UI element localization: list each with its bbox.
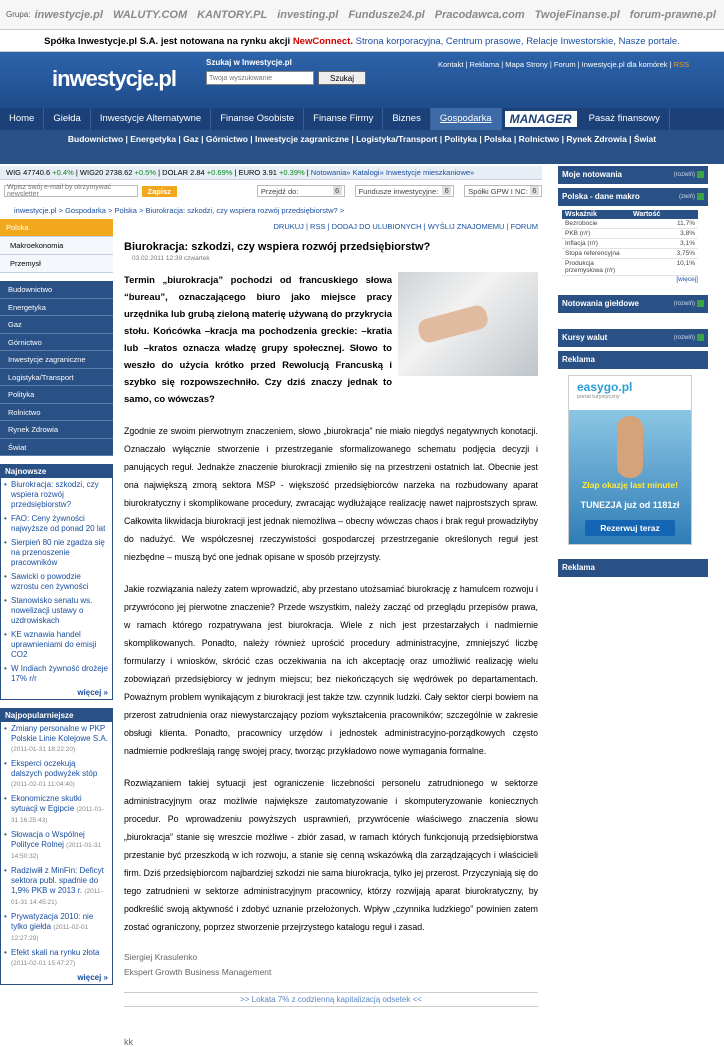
nav-item[interactable]: Giełda — [44, 108, 90, 130]
popular-item-title[interactable]: Prywatyzacja 2010: nie tylko giełda — [11, 912, 94, 931]
lead-text: Termin „biurokracja” pochodzi od francuskiego słowa “bureau”, oznaczającego biuro jako miejsce pracy urzędnika lub grubą zieloną materię używaną do przykrycia stołu. Końcówka –kracja ma pochodzenia greckie: –kratia lub –kratos oznacza władzę grupy społecznej. Słowo to weszło do użycia krótko przed Rewolucją Francuską i szybko się rozpowszechniło. Czy dziś znaczy jednak to samo, co wówczas? — [124, 275, 392, 405]
ad-book-button[interactable]: Rezerwuj teraz — [585, 520, 675, 536]
sidebar-category[interactable]: Rolnictwo — [0, 404, 113, 422]
newest-item[interactable]: • W Indiach żywność drożeje 17% r/r — [1, 662, 112, 686]
search-input[interactable] — [206, 71, 314, 85]
newsletter-email-input[interactable]: Wpisz swój e-mail by otrzymywać newsletter — [4, 185, 138, 197]
sidebar-category[interactable]: Górnictwo — [0, 334, 113, 352]
popular-item-date: (2011-02-01 15:47:27) — [11, 960, 76, 967]
macro-header[interactable] — [558, 188, 708, 206]
article — [124, 222, 538, 1047]
popular-item-title[interactable]: Eksperci oczekują dalszych podwyżek stóp — [11, 759, 98, 778]
box-title: Moje notowania — [562, 170, 622, 179]
newest-item[interactable]: • Sawicki o powodzie wzrostu cen żywności — [1, 570, 112, 594]
ad-brand: easygo.pl — [577, 380, 633, 394]
popular-item-title[interactable]: Radziwiłł z MinFin: Deficyt sektora publ. spadnie do 1,9% PKB w 2013 r. — [11, 866, 104, 895]
select-label: Przejdź do: — [260, 186, 299, 196]
top-links-text[interactable]: Kontakt | Reklama | Mapa Strony | Forum | Inwestycje.pl dla komórek | — [438, 60, 672, 69]
ad-offer: TUNEZJA już od 1181zł — [580, 500, 680, 510]
ad-header: Reklama — [558, 351, 708, 369]
select-arrow: 6 — [530, 186, 539, 195]
popular-item[interactable] — [1, 864, 112, 910]
article-paragraph: Jakie rozwiązania należy zatem wprowadzić, aby przestano utożsamiać biurokrację z hamulcem rozwoju i przywrócono jej pierwotne znaczenie? Przede wszystkim, należy zacząć od przeglądu przepisów prawa, w ramach którego rozpatrywana jest biurokracja. Wiele z nich jest przestarzałych i nadmiernie skomplikowanych. Ponadto, należy również uprościć procedury administracyjne, zmniejszyć liczbę formularzy i wniosków, skrócić czas oczekiwania na ich akceptację oraz umożliwić realizację wielu zobowiązań przedsiębiorcy w jednym miejscu; bez niekończących się wędrówek po departamentach. Poważnym problem wynikającym z biurokracji jest także tzw. czynnik ludzki. Cały sektor cierpi bowiem na przerost zatrudnienia oraz niewystarczający poziom wykształcenia pracowników; szczególnie w zakresie obsługi klienta. Ponadto, pracownicy urzędów i jednostek administracyjno-porządkowych często nadmiernie podkreślają rangę swojej pracy, tworząc przykładowo nowe wymagania formalne. — [124, 584, 538, 756]
table-header: Wartość — [633, 211, 661, 218]
group-site[interactable]: Pracodawca.com — [434, 8, 525, 21]
group-site[interactable]: WALUTY.COM — [112, 8, 188, 21]
expand-toggle[interactable] — [674, 166, 704, 184]
ad-image — [617, 416, 643, 478]
group-site[interactable]: KANTORY.PL — [197, 8, 268, 21]
popular-item[interactable] — [1, 828, 112, 864]
ticker-links[interactable]: Notowania» Katalogi» Inwestycje mieszkaniowe» — [310, 168, 475, 177]
table-cell: Stopa referencyjna — [565, 250, 620, 257]
table-cell: Inflacja (r/r) — [565, 240, 598, 247]
popular-item[interactable] — [1, 757, 112, 792]
goto-select[interactable] — [257, 185, 345, 197]
popular-item[interactable] — [1, 792, 112, 828]
article-tail: kk — [124, 1037, 133, 1047]
group-label: Grupa: — [6, 10, 31, 19]
nav-item-active[interactable]: Gospodarka — [431, 108, 502, 130]
advertisement[interactable] — [568, 375, 692, 545]
ticker-wig20: WIG20 2738.62 — [79, 168, 133, 177]
group-bar — [0, 0, 724, 30]
macro-more-link[interactable]: [więcej] — [676, 276, 698, 283]
search-title: Szukaj w Inwestycje.pl — [206, 58, 292, 67]
sidebar-section[interactable]: Przemysł — [0, 255, 113, 273]
popular-item-date: (2011-01-31 14:50:32) — [11, 842, 102, 860]
popular-item-title[interactable]: Zmiany personalne w PKP Polskie Linie Kolejowe S.A. — [11, 724, 108, 743]
ticker-euro: EURO 3.91 — [238, 168, 277, 177]
collapse-label[interactable]: (zwiń) — [679, 194, 695, 200]
ad-brand-sub: portal turystyczny — [577, 394, 620, 400]
table-cell: Produkcja przemysłowa (r/r) — [565, 260, 616, 274]
expand-label[interactable]: (rozwiń) — [673, 335, 695, 341]
author-role: Ekspert Growth Business Management — [124, 967, 272, 977]
article-paragraph: Zgodnie ze swoim pierwotnym znaczeniem, słowo „biurokracja” nie miało niegdyś negatywnych konotacji. Oznaczało wyłącznie stworzenie i przestrzeganie sformalizowanego schematu podjęcia decyzji i panujących reguł. Jednakże znaczenie biurokracji zmieniło się na przestrzeni ostatnich lat. Obecnie jest ona największą zmorą sektora MSP - większość przedsiębiorców narzeka na rozbudowany aparat biurokratyczny i skomplikowane procedury, zwracając wydłużające realizację nawet najprostszych spraw. Całkowita likwidacja biurokracji jest jednak niemożliwa – obecny wówczas chaos i brak reguł prowadziłyby do nadużyć. We współczesnej rzeczywistości gospodarczej przestrzeganie określonych reguł jest niezbędne – muszą być one jednak opisane w sposób przejrzysty. — [124, 426, 538, 562]
article-title: Biurokracja: szkodzi, czy wspiera rozwój przedsiębiorstw? — [124, 241, 431, 253]
newest-item[interactable]: • Biurokracja: szkodzi, czy wspiera rozwój przedsiębiorstw? — [1, 478, 112, 512]
table-cell: 3,75% — [676, 250, 695, 257]
ticker-change: +0.69% — [206, 168, 233, 177]
table-header: Wskaźnik — [565, 211, 597, 218]
main-nav — [0, 108, 724, 130]
nav-item[interactable]: Biznes — [383, 108, 431, 130]
ad-header-2: Reklama — [558, 559, 708, 577]
top-links[interactable] — [438, 60, 689, 69]
box-title: Polska - dane makro — [562, 192, 640, 201]
popular-more-link[interactable]: więcej » — [77, 973, 108, 982]
manager-logo[interactable]: MANAGER — [505, 111, 577, 127]
stock-quotes-header[interactable] — [558, 295, 708, 313]
notice-text: Spółka Inwestycje.pl S.A. jest notowana na rynku akcji — [44, 36, 291, 47]
newest-title: Najnowsze — [1, 465, 112, 478]
table-row — [562, 229, 698, 239]
expand-label[interactable]: (rozwiń) — [673, 172, 695, 178]
sidebar-category[interactable]: Gaz — [0, 316, 113, 334]
popular-item-title[interactable]: Efekt skali na rynku złota — [11, 948, 100, 957]
expand-toggle[interactable] — [674, 329, 704, 347]
popular-item[interactable] — [1, 910, 112, 946]
sidebar-category[interactable]: Świat — [0, 439, 113, 457]
popular-title: Najpopularniejsze — [1, 709, 112, 722]
popular-item-date: (2011-02-01 12:27:29) — [11, 924, 89, 942]
funds-select[interactable] — [355, 185, 455, 197]
select-arrow: 6 — [442, 186, 451, 195]
article-image — [398, 272, 538, 376]
table-cell: 3,1% — [680, 240, 695, 247]
article-date: 03.02.2011 12:39 czwartek — [132, 255, 210, 262]
newconnect-link[interactable]: NewConnect. — [292, 36, 353, 47]
table-row — [562, 219, 698, 229]
group-site[interactable]: inwestycje.pl — [34, 8, 103, 21]
nav-item[interactable]: Home — [0, 108, 44, 130]
plus-icon[interactable] — [697, 171, 704, 178]
minus-icon[interactable] — [697, 193, 704, 200]
search-widget — [206, 58, 376, 85]
table-row — [562, 249, 698, 259]
sidebar-section-polska[interactable]: Polska — [0, 219, 113, 237]
ticker-change: +0.4% — [52, 168, 74, 177]
popular-item[interactable] — [1, 722, 112, 757]
newest-item[interactable]: • Sierpień 80 nie zgadza się na przenoszenie pracowników — [1, 536, 112, 570]
newest-more-link[interactable]: więcej » — [77, 688, 108, 697]
article-body — [124, 422, 538, 936]
popular-item-date: (2011-01-31 18:22:20) — [11, 746, 76, 753]
author-signature — [124, 950, 538, 980]
table-cell: PKB (r/r) — [565, 230, 591, 237]
market-ticker: WIG 47740.6 +0.4% | WIG20 2738.62 +0.5% | DOLAR 2.84 +0.69% | EURO 3.91 +0.39% | Notowania» Katalogi» Inwestycje mieszkaniowe» — [0, 166, 542, 180]
promo-link[interactable]: >> Lokata 7% z codzienną kapitalizacją odsetek << — [124, 992, 538, 1007]
sidebar-category[interactable]: Energetyka — [0, 299, 113, 317]
ticker-change: +0.39% — [279, 168, 305, 177]
table-row — [562, 259, 698, 276]
breadcrumb[interactable]: inwestycje.pl > Gospodarka > Polska > Biurokracja: szkodzi, czy wspiera rozwój przedsiębiorstw? > — [14, 206, 345, 215]
right-sidebar — [558, 166, 708, 581]
left-sidebar — [0, 219, 113, 985]
ad-headline: Złap okazję last minute! — [582, 480, 678, 490]
box-title: Notowania giełdowe — [562, 299, 639, 308]
subscribe-button[interactable]: Zapisz — [142, 186, 177, 197]
popular-item-title[interactable]: Ekonomiczne skutki sytuacji w Egipcie — [11, 794, 82, 813]
newest-item[interactable]: • KE wznawia handel uprawnieniami do emisji CO2 — [1, 628, 112, 662]
subscribe-bar — [0, 183, 542, 199]
select-arrow: 6 — [333, 186, 342, 195]
popular-item-date: (2011-01-31 16:25:43) — [11, 806, 105, 824]
select-label: Spółki GPW I NC: — [468, 186, 528, 196]
ticker-dolar: DOLAR 2.84 — [162, 168, 205, 177]
sidebar-category[interactable]: Inwestycje zagraniczne — [0, 351, 113, 369]
company-notice — [0, 30, 724, 52]
sidebar-category[interactable]: Budownictwo — [0, 281, 113, 299]
popular-box — [0, 708, 113, 985]
nav-item[interactable]: Pasaż finansowy — [580, 108, 670, 130]
popular-item-date: (2011-01-31 14:45:21) — [11, 888, 103, 906]
expand-toggle[interactable] — [674, 295, 704, 313]
macro-table — [562, 210, 698, 283]
ticker-change: +0.5% — [134, 168, 157, 177]
article-paragraph: Rozwiązaniem takiej sytuacji jest ograniczenie liczebności personelu zatrudnionego w sektorze administracyjnym oraz możliwie największe zautomatyzowanie i skomputeryzowanie koniecznych procedur. Po wprowadzeniu powyższych usprawnień, przywrócenie właściwego znaczenia słowu „biurokracja” stanie się wreszcie możliwe - zbiór zasad, w ramach których funkcjonują przedsiębiorstwa przestanie być przeszkodą w ich rozwoju, a stanie się cenną wskazówką dla zarządzających i właścicieli firm. Dziś przedsiębiorcom najbardziej szkodzi nie sama biurokracja, tylko jej przerost. Przyczyniają się do tego zatrudnieni w sektorze administracyjnym pracownicy, którzy rozwijają aparat biurokratyczny, by podkreślić swoją aktywność i zdobyć uznanie przełożonych. Wpływ „czynnika ludzkiego” powinien zatem zostać ograniczony, poprzez stworzenie przejrzystego katalogu reguł i zasad. — [124, 778, 538, 932]
popular-item-date: (2011-02-01 11:04:40) — [11, 781, 75, 788]
header-banner — [0, 52, 724, 108]
article-lead — [124, 272, 538, 408]
author-name: Siergiej Krasulenko — [124, 952, 198, 962]
ticker-wig: WIG 47740.6 — [6, 168, 51, 177]
newest-box — [0, 464, 113, 700]
newest-item[interactable]: • FAO: Ceny żywności najwyższe od ponad 20 lat — [1, 512, 112, 536]
collapse-toggle[interactable] — [679, 188, 704, 206]
table-row — [562, 239, 698, 249]
search-button[interactable]: Szukaj — [318, 71, 366, 85]
nav-item[interactable]: Inwestycje Alternatywne — [91, 108, 211, 130]
group-site[interactable]: forum-prawne.pl — [629, 8, 716, 21]
popular-item[interactable] — [1, 946, 112, 971]
rss-link[interactable]: RSS — [673, 60, 690, 69]
table-cell: 11,7% — [677, 220, 695, 227]
table-cell: Bezrobocie — [565, 220, 598, 227]
sidebar-category[interactable]: Logistyka/Transport — [0, 369, 113, 387]
currency-header[interactable] — [558, 329, 708, 347]
group-site[interactable]: Fundusze24.pl — [348, 8, 425, 21]
companies-select[interactable] — [464, 185, 542, 197]
expand-label[interactable]: (rozwiń) — [673, 301, 695, 307]
article-tools[interactable]: DRUKUJ | RSS | DODAJ DO ULUBIONYCH | WYŚLIJ ZNAJOMEMU | FORUM — [273, 222, 538, 231]
sidebar-category[interactable]: Rynek Zdrowia — [0, 421, 113, 439]
my-quotes-header[interactable] — [558, 166, 708, 184]
corporate-links[interactable]: Strona korporacyjna, Centrum prasowe, Relacje Inwestorskie, Nasze portale. — [355, 36, 680, 47]
newest-item[interactable]: • Stanowisko senatu ws. nowelizacji ustawy o uzdrowiskach — [1, 594, 112, 628]
select-label: Fundusze inwestycyjne: — [358, 186, 439, 196]
plus-icon[interactable] — [697, 300, 704, 307]
group-site[interactable]: TwojeFinanse.pl — [534, 8, 620, 21]
group-site[interactable]: investing.pl — [277, 8, 339, 21]
nav-item[interactable]: Finanse Osobiste — [211, 108, 304, 130]
nav-item[interactable]: Finanse Firmy — [304, 108, 383, 130]
box-title: Kursy walut — [562, 333, 608, 342]
popular-item-title[interactable]: Słowacja o Wspólnej Polityce Rolnej — [11, 830, 85, 849]
plus-icon[interactable] — [697, 334, 704, 341]
sidebar-category[interactable]: Polityka — [0, 386, 113, 404]
site-logo[interactable]: inwestycje.pl — [52, 66, 176, 91]
table-cell: 10,1% — [676, 260, 695, 267]
sub-nav[interactable]: Budownictwo | Energetyka | Gaz | Górnictwo | Inwestycje zagraniczne | Logistyka/Transport | Polityka | Polska | Rolnictwo | Rynek Zdrowia | Świat — [0, 130, 724, 164]
table-cell: 3,8% — [680, 230, 695, 237]
sidebar-section[interactable]: Makroekonomia — [0, 237, 113, 255]
